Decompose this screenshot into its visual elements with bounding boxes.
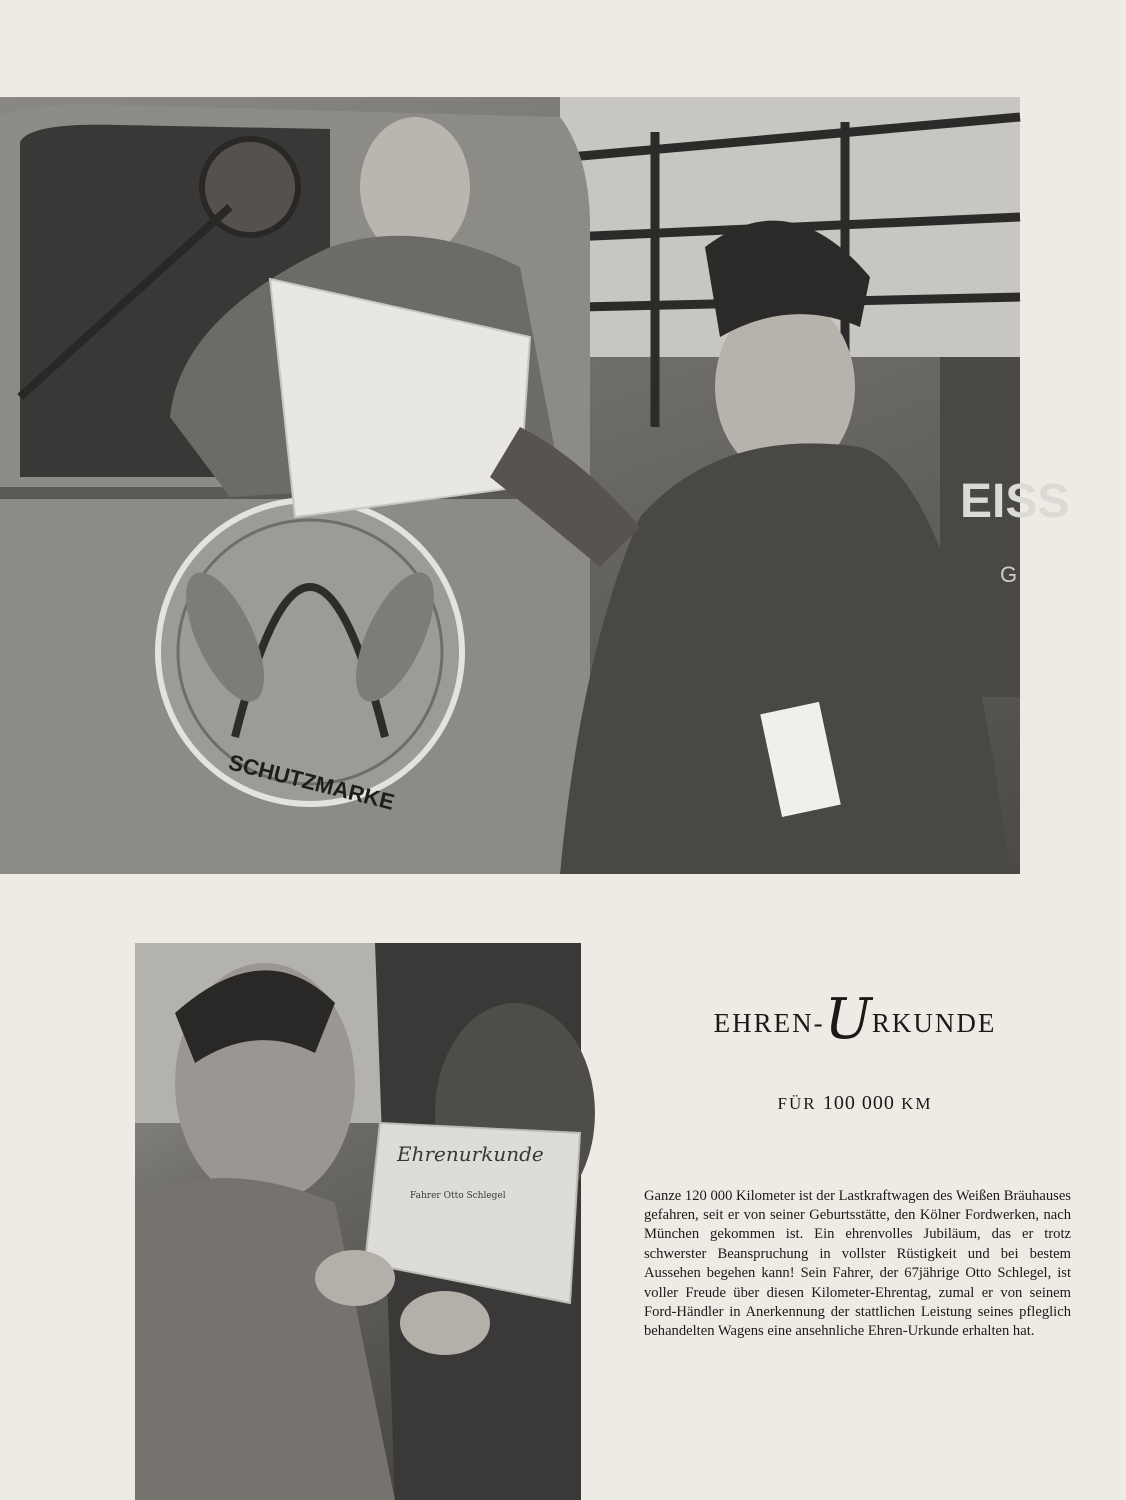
subhead: [640, 1092, 1070, 1115]
subhead-prefix: FÜR: [777, 1094, 817, 1113]
headline-suffix: RKUNDE: [871, 1008, 997, 1038]
schutzmarke-lettering: SCHUTZMARKE: [226, 749, 397, 815]
photo-top-illustration: [0, 97, 1070, 874]
truck-side-letter: G: [1000, 562, 1018, 587]
article-body: Ganze 120 000 Kilometer ist der Lastkraftwagen des Weißen Bräuhauses gefahren, seit er von seiner Geburtsstätte, den Kölner Fordwerken, nach München gekommen ist. Ein ehrenvolles Jubiläum, das er trotz schwerster Beanspruchung in vollster Rüstigkeit und bei bestem Aussehen begehen kann! Sein Fahrer, der 67jährige Otto Schlegel, ist voller Freude über diesen Kilometer-Ehrentag, zumal er von seinem Ford-Händler in Anerkennung der stattlichen Leistung seines pfleglich behandelten Wagens eine ansehnliche Ehren-Urkunde erhalten hat.: [644, 1187, 1071, 1340]
subhead-number: 100 000: [822, 1092, 895, 1114]
headline: [640, 987, 1070, 1052]
certificate-name: Fahrer Otto Schlegel: [410, 1191, 506, 1201]
photo-driver-reading-certificate: [135, 943, 581, 1500]
photo-truck-driver-handover: [0, 97, 1070, 874]
photo-bottom-illustration: [135, 943, 581, 1500]
certificate-title: Ehrenurkunde: [397, 1142, 544, 1166]
headline-initial: U: [824, 987, 872, 1052]
subhead-unit: KM: [901, 1094, 933, 1113]
headline-prefix: EHREN-: [713, 1008, 825, 1038]
truck-side-lettering: EISS: [960, 475, 1070, 528]
